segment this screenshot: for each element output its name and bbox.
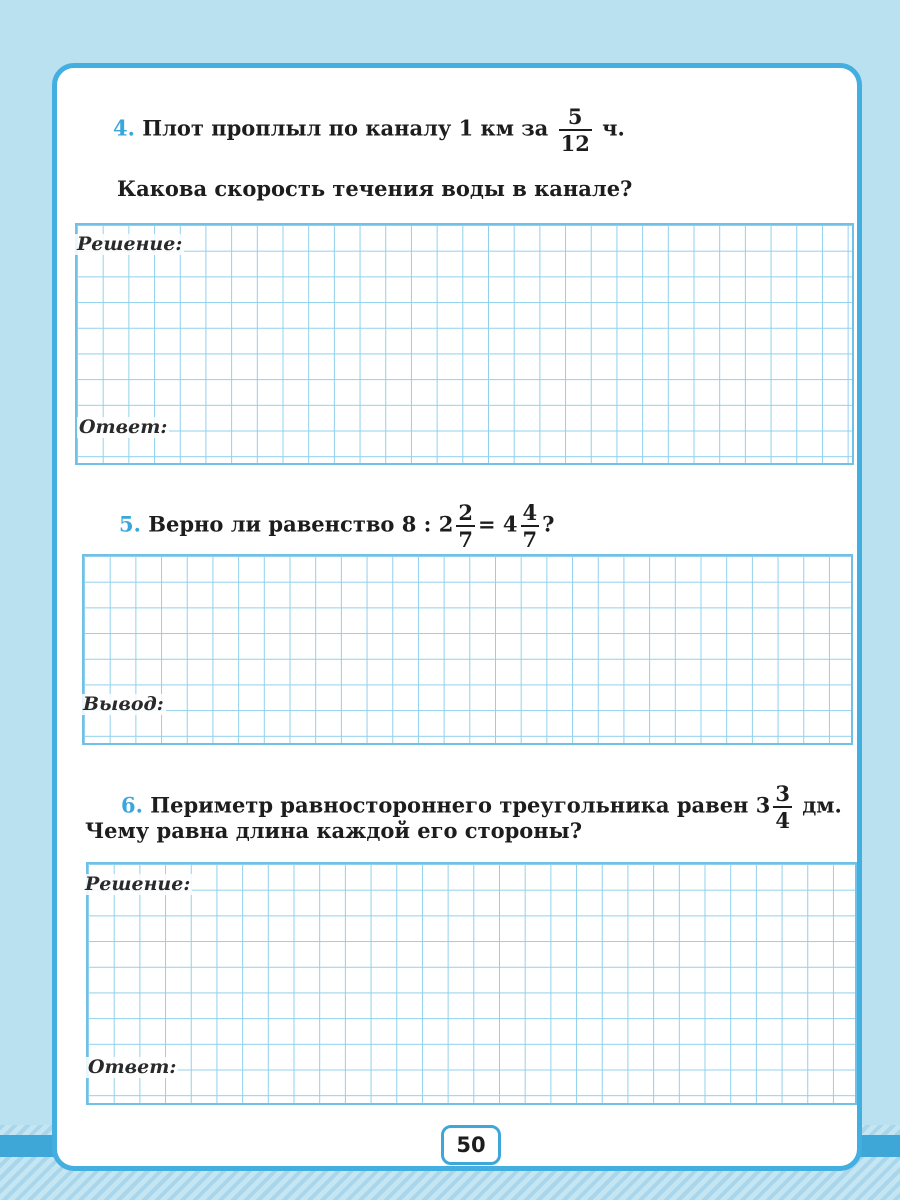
fraction-denominator: 4	[775, 808, 790, 833]
fraction-numerator: 3	[775, 781, 790, 806]
task-6-question: Чему равна длина каждой его стороны?	[85, 818, 583, 843]
task-5-conclusion-label: Вывод:	[83, 693, 164, 715]
task-4-solution-label: Решение:	[77, 233, 183, 255]
task-4-statement	[113, 106, 625, 154]
task-5-number: 5.	[119, 511, 141, 537]
task-4-answer-label: Ответ:	[79, 416, 168, 438]
task-5-equals: = 4	[477, 511, 518, 537]
task-6-solution-grid[interactable]	[86, 862, 857, 1105]
task-5-text: Верно ли равенство 8 : 2	[148, 511, 454, 537]
task-5-question-mark: ?	[542, 511, 555, 537]
worksheet-page	[52, 63, 862, 1171]
task-4-solution-grid[interactable]	[75, 223, 854, 465]
task-6-unit: дм.	[802, 792, 842, 818]
task-4-number: 4.	[113, 115, 135, 141]
task-4-text: Плот проплыл по каналу 1 км за	[142, 115, 549, 141]
task-6-fraction	[773, 783, 792, 831]
fraction-denominator: 12	[560, 131, 590, 156]
fraction-numerator: 5	[567, 104, 583, 129]
fraction-denominator: 7	[458, 527, 473, 552]
task-5-statement	[119, 502, 554, 550]
task-6-text: Периметр равностороннего треугольника равен 3	[150, 792, 771, 818]
task-6-solution-label: Решение:	[85, 873, 191, 895]
fraction-numerator: 4	[522, 500, 538, 525]
task-4-fraction	[559, 106, 592, 154]
task-5-fraction-1	[456, 502, 475, 550]
task-6-answer-label: Ответ:	[88, 1056, 177, 1078]
task-5-fraction-2	[521, 502, 540, 550]
fraction-numerator: 2	[458, 500, 473, 525]
task-4-question: Какова скорость течения воды в канале?	[117, 176, 633, 201]
task-4-unit: ч.	[602, 115, 625, 141]
task-5-work-grid[interactable]	[82, 554, 853, 745]
fraction-denominator: 7	[522, 527, 538, 552]
page-number-badge: 50	[441, 1125, 501, 1165]
task-6-number: 6.	[121, 792, 143, 818]
